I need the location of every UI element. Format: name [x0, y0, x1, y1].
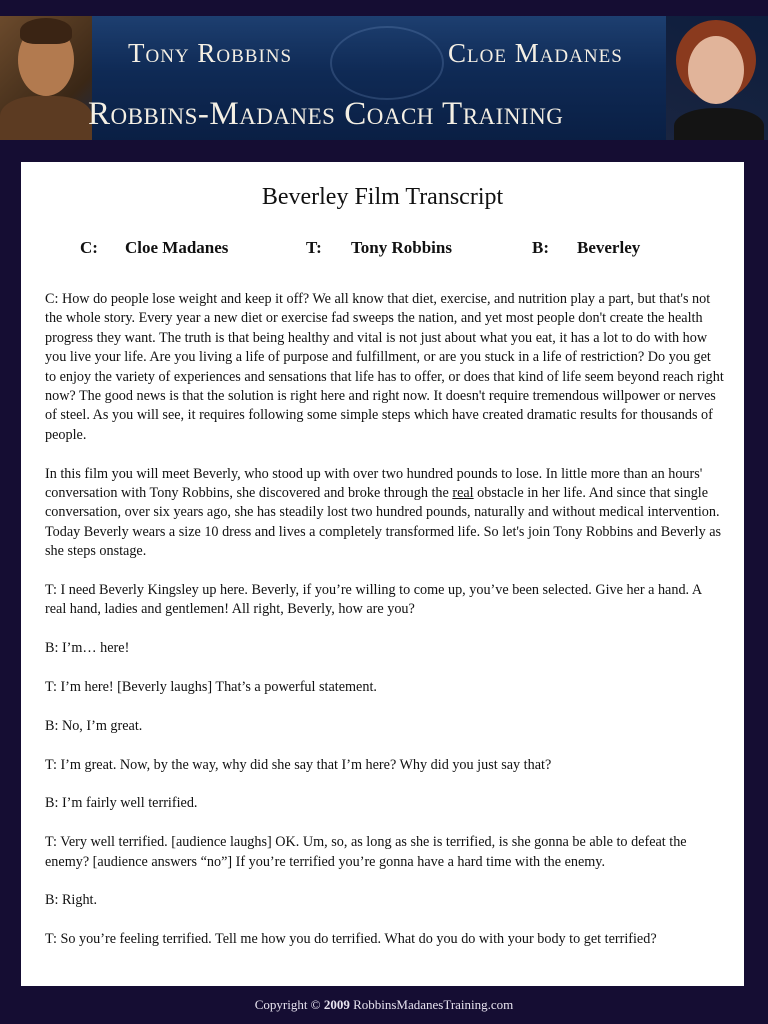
speaker-legend-c [80, 238, 228, 258]
speaker-code: C: [80, 238, 98, 257]
copyright-footer [0, 997, 768, 1013]
paragraph: In this film you will meet Beverly, who stood up with over two hundred pounds to lose. In little more than an hours' conversation with Tony Robbins, she discovered and broke through the real obstacle in her life. And since that single conversation, over six years ago, she has steadily lost two hundred pounds, naturally and without medical intervention. Today Beverly wears a size 10 dress and lives a completely transformed life. So let's join Tony Robbins and Beverly as she steps onstage. [45, 465, 722, 560]
speaker-name: Beverley [577, 238, 641, 257]
document-page [21, 162, 744, 986]
speaker-legend-t [306, 238, 452, 258]
banner-emblem [330, 26, 444, 100]
copyright-prefix: Copyright © [254, 997, 321, 1012]
banner-name-left: Tony Robbins [128, 38, 293, 68]
tony-robbins-photo [0, 16, 92, 140]
transcript-body [45, 290, 725, 969]
copyright-site: RobbinsMadanesTraining.com [353, 997, 514, 1012]
speaker-code: B: [532, 238, 549, 257]
paragraph: T: I’m here! [Beverly laughs] That’s a powerful statement. [45, 679, 377, 696]
paragraph: B: Right. [45, 892, 98, 909]
emphasis-underline: real [452, 485, 474, 502]
paragraph: T: I need Beverly Kingsley up here. Beverly, if you’re willing to come up, you’ve been selected. Give her a hand. A real hand, ladies and gentlemen! All right, Beverly, how are you? [45, 582, 702, 618]
paragraph: T: So you’re feeling terrified. Tell me how you do terrified. What do you do with your body to get terrified? [45, 931, 657, 948]
speaker-legend-b [532, 238, 640, 258]
banner-name-right: Cloe Madanes [448, 38, 623, 68]
paragraph: B: No, I’m great. [45, 717, 143, 734]
document-title: Beverley Film Transcript [261, 184, 504, 210]
paragraph: T: Very well terrified. [audience laughs] OK. Um, so, as long as she is terrified, is she gonna be able to defeat the enemy? [audience answers “no”] If you’re terrified you’re gonna have a hard time with the enemy. [45, 834, 687, 870]
speaker-code: T: [306, 238, 322, 257]
banner-title: Robbins-Madanes Coach Training [88, 96, 564, 132]
paragraph: T: I’m great. Now, by the way, why did she say that I’m here? Why did you just say that? [45, 756, 552, 773]
header-banner [0, 16, 768, 140]
speaker-name: Tony Robbins [351, 238, 452, 257]
paragraph: B: I’m fairly well terrified. [45, 795, 198, 812]
paragraph: C: How do people lose weight and keep it off? We all know that diet, exercise, and nutrition play a part, but that's not the whole story. Every year a new diet or exercise fad sweeps the nation, and yet most people don't create the health progress they want. The truth is that being healthy and vital is not just about what you eat, it has a lot to do with how you live your life. Are you living a life of purpose and fulfillment, or are you stuck in a life of restriction? Do you get to enjoy the variety of experiences and sensations that life has to offer, or does that kind of life seem beyond reach right now? The good news is that the solution is right here and right now. It doesn't require tremendous willpower or nerves of steel. As you will see, it requires following some simple steps which have created dramatic results for thousands of people. [45, 291, 724, 443]
paragraph: B: I’m… here! [45, 640, 130, 657]
speaker-name: Cloe Madanes [125, 238, 229, 257]
copyright-year: 2009 [323, 997, 350, 1012]
cloe-madanes-photo [666, 16, 768, 140]
